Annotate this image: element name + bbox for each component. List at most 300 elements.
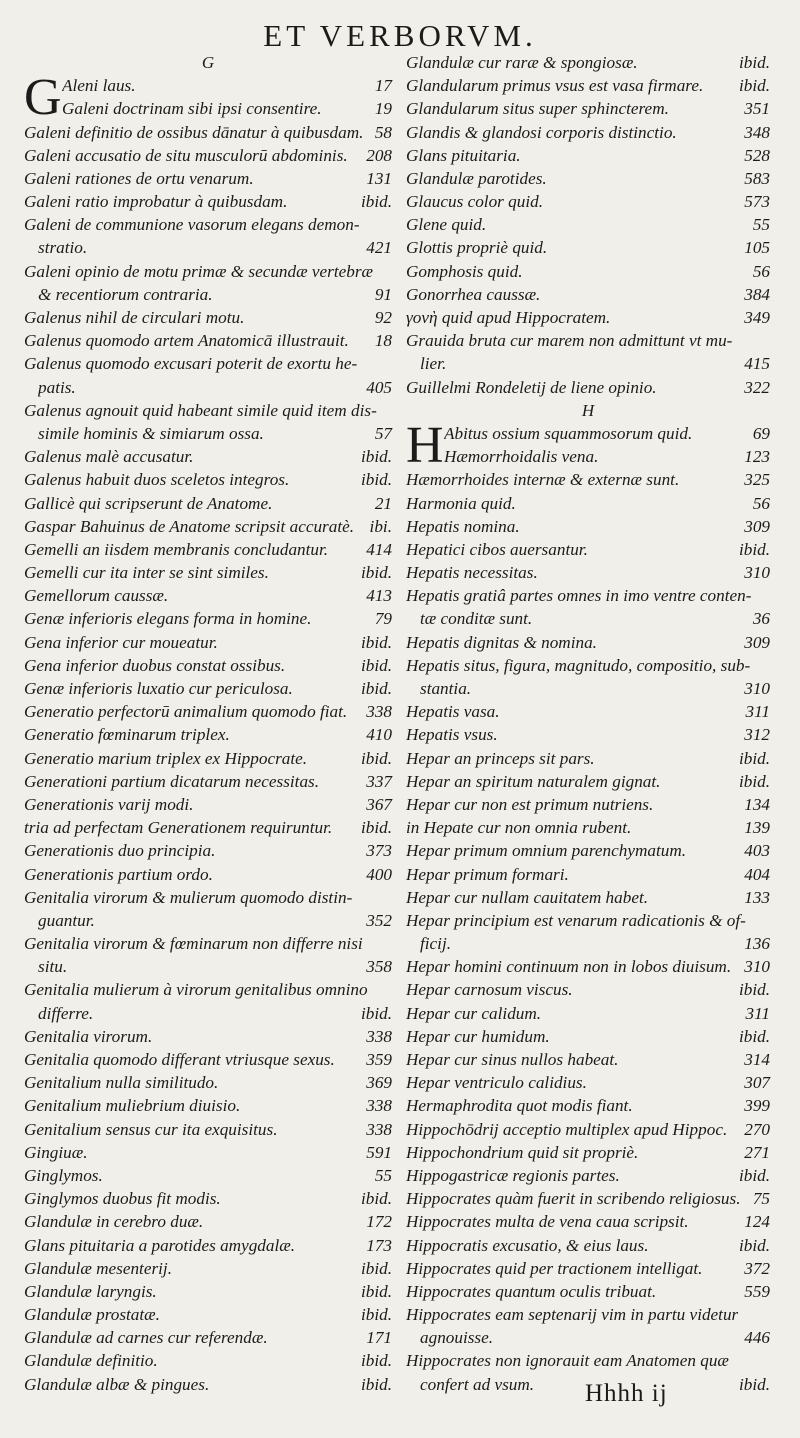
entry-text: γονὴ quid apud Hippocratem.: [406, 308, 611, 328]
index-entry: [24, 584, 392, 607]
index-entry: [24, 793, 392, 816]
index-entry: [406, 468, 770, 491]
index-entry: [406, 1303, 770, 1326]
index-entry: [24, 770, 392, 793]
entry-page: 91: [374, 284, 392, 304]
index-entry: [24, 515, 392, 538]
entry-page: ibid.: [360, 1189, 392, 1209]
entry-text: Genitalium nulla similitudo.: [24, 1073, 219, 1093]
entry-page: 56: [752, 261, 770, 281]
index-entry: [24, 955, 392, 978]
entry-page: ibid.: [360, 192, 392, 212]
index-entry: [24, 422, 392, 445]
entry-text: Glandularum situs super sphincterem.: [406, 99, 669, 119]
entry-text: Hippocrates quid per tractionem intelligat.: [406, 1258, 703, 1278]
index-entry: [24, 213, 392, 236]
entry-page: 559: [744, 1281, 770, 1301]
entry-text: Glans pituitaria.: [406, 145, 521, 165]
entry-text: Hepar ventriculo calidius.: [406, 1073, 587, 1093]
index-entry: [406, 608, 770, 631]
index-entry: [406, 723, 770, 746]
index-entry: [24, 1210, 392, 1233]
entry-text: Hepar carnosum viscus.: [406, 980, 573, 1000]
entry-text: Galeni rationes de ortu venarum.: [24, 168, 254, 188]
index-entry: [406, 237, 770, 260]
index-entry: [24, 932, 392, 955]
index-entry: [24, 863, 392, 886]
entries-g-continued: [406, 51, 770, 399]
entry-page: ibid.: [360, 818, 392, 838]
entry-page: ibid.: [738, 748, 770, 768]
entry-page: 309: [744, 632, 770, 652]
entry-page: 55: [752, 215, 770, 235]
entry-page: 421: [366, 238, 392, 258]
index-entry: [406, 167, 770, 190]
entry-page: 123: [744, 447, 770, 467]
entry-text: Glans pituitaria a parotides amygdalæ.: [24, 1235, 296, 1255]
entry-text: Glandulæ mesenterij.: [24, 1258, 172, 1278]
entry-text: Hepar homini continuum non in lobos diuisum.: [406, 957, 732, 977]
entry-text: Hepatis gratiâ partes omnes in imo ventre conten-: [406, 586, 752, 606]
entry-text: Abitus ossium squammosorum quid.: [444, 423, 693, 443]
entry-text: Hippocrates quantum oculis tribuat.: [406, 1281, 657, 1301]
catchword-signature: Hhhh ij: [585, 1380, 668, 1407]
index-entry: [406, 1071, 770, 1094]
entry-text: Hepar cur nullam cauitatem habet.: [406, 887, 649, 907]
entry-text: Hepar an spiritum naturalem gignat.: [406, 771, 661, 791]
entry-text: Hippochōdrij acceptio multiplex apud Hippoc.: [406, 1119, 728, 1139]
entry-page: ibid.: [738, 1374, 770, 1394]
index-entry: [24, 144, 392, 167]
index-entry: [24, 1280, 392, 1303]
entry-page: 359: [366, 1050, 392, 1070]
entry-page: ibid.: [360, 447, 392, 467]
entry-page: ibid.: [738, 1235, 770, 1255]
entry-text: Glandulæ cur raræ & spongiosæ.: [406, 52, 638, 72]
index-entry: [406, 1350, 770, 1373]
index-entry: [406, 654, 770, 677]
entry-text: Generatio perfectorū animalium quomodo fiat.: [24, 702, 348, 722]
entry-text: Hepar primum omnium parenchymatum.: [406, 841, 687, 861]
entry-page: 369: [366, 1073, 392, 1093]
entry-text: Grauida bruta cur marem non admittunt vt mu-: [406, 331, 733, 351]
entry-page: 358: [366, 957, 392, 977]
entry-text: Galenus quomodo excusari poterit de exortu he-: [24, 354, 358, 374]
index-entry: [406, 51, 770, 74]
index-entry: [444, 445, 770, 468]
index-entry: [24, 677, 392, 700]
index-entry: [24, 1071, 392, 1094]
entry-text: Glandulæ ad carnes cur referendæ.: [24, 1328, 268, 1348]
entry-text: Glandulæ albæ & pingues.: [24, 1374, 210, 1394]
dropcap-block-h: [406, 417, 770, 474]
entry-text: Gena inferior duobus constat ossibus.: [24, 655, 286, 675]
index-entry: [24, 1303, 392, 1326]
entry-text: tria ad perfectam Generationem requiruntur.: [24, 818, 333, 838]
entry-page: 208: [366, 145, 392, 165]
entry-text: Gaspar Bahuinus de Anatome scripsit accuratè.: [24, 516, 355, 536]
entry-text: Glandularum primus vsus est vasa firmare.: [406, 76, 704, 96]
entry-page: ibid.: [738, 52, 770, 72]
index-entry: [406, 74, 770, 97]
index-entry: [406, 121, 770, 144]
entry-text: agnouisse.: [420, 1328, 494, 1348]
entry-text: Hermaphrodita quot modis fiant.: [406, 1096, 633, 1116]
index-entry: [24, 283, 392, 306]
index-column-right: [406, 51, 770, 1396]
index-column-left: [24, 51, 392, 1396]
entry-text: Harmonia quid.: [406, 493, 516, 513]
entry-page: 310: [744, 679, 770, 699]
entry-page: 56: [752, 493, 770, 513]
index-entry: [406, 144, 770, 167]
section-letter-g: G: [201, 53, 215, 72]
entry-text: Galeni opinio de motu primæ & secundæ vertebræ: [24, 261, 373, 281]
index-entry: [406, 1094, 770, 1117]
index-entry: [406, 979, 770, 1002]
index-entry: [24, 306, 392, 329]
index-entry: [24, 492, 392, 515]
entry-page: ibid.: [738, 1165, 770, 1185]
index-entry: [24, 700, 392, 723]
index-entry: [406, 561, 770, 584]
index-entry: [24, 839, 392, 862]
entry-page: 55: [374, 1165, 392, 1185]
entry-page: ibid.: [360, 1281, 392, 1301]
entry-text: Genitalia mulierum à virorum genitalibus omnino: [24, 980, 368, 1000]
index-entry: [62, 97, 392, 120]
entry-text: Hepatis situs, figura, magnitudo, compositio, sub-: [406, 655, 751, 675]
index-entry: [406, 352, 770, 375]
entry-page: ibid.: [360, 748, 392, 768]
entry-page: 372: [744, 1258, 770, 1278]
entry-text: Glandulæ prostatæ.: [24, 1305, 160, 1325]
entry-text: Hippocrates multa de vena caua scripsit.: [406, 1212, 689, 1232]
entry-page: 314: [744, 1050, 770, 1070]
entry-page: 400: [366, 864, 392, 884]
index-entry: [24, 376, 392, 399]
entry-page: 415: [744, 354, 770, 374]
index-entry: [24, 1164, 392, 1187]
entry-text: Hepatis nomina.: [406, 516, 520, 536]
entry-text: Galenus agnouit quid habeant simile quid item dis-: [24, 400, 377, 420]
entry-text: Hepar primum formari.: [406, 864, 569, 884]
entry-page: ibid.: [738, 539, 770, 559]
dropcap-h: H: [406, 417, 444, 474]
entry-page: ibid.: [360, 1305, 392, 1325]
entry-page: 338: [366, 1096, 392, 1116]
index-entry: [444, 422, 770, 445]
entry-text: Glandulæ laryngis.: [24, 1281, 157, 1301]
entry-page: 57: [374, 423, 392, 443]
index-entry: [24, 190, 392, 213]
entry-page: 309: [744, 516, 770, 536]
entry-page: 19: [374, 99, 392, 119]
index-entry: [406, 213, 770, 236]
entry-text: Gemelli an iisdem membranis concludantur.: [24, 539, 329, 559]
index-entry: [406, 1048, 770, 1071]
entry-text: Hepatis vasa.: [406, 702, 500, 722]
index-entry: [406, 1187, 770, 1210]
entry-text: Gemellorum caussæ.: [24, 586, 169, 606]
index-entry: [24, 1350, 392, 1373]
running-head: ET VERBORVM.: [263, 18, 537, 53]
entry-page: 173: [366, 1235, 392, 1255]
entry-page: ibid.: [360, 1003, 392, 1023]
index-entry: [406, 863, 770, 886]
entry-page: 404: [744, 864, 770, 884]
entry-text: Hippocrates eam septenarij vim in partu videtur: [406, 1305, 739, 1325]
entry-text: Guillelmi Rondeletij de liene opinio.: [406, 377, 657, 397]
entry-text: stratio.: [38, 238, 88, 258]
entry-page: 131: [366, 168, 392, 188]
entry-text: Genitalia quomodo differant vtriusque sexus.: [24, 1050, 335, 1070]
entry-text: Aleni laus.: [62, 76, 136, 96]
entry-text: Galenus malè accusatur.: [24, 447, 194, 467]
index-entry: [406, 955, 770, 978]
entry-text: simile hominis & simiarum ossa.: [38, 423, 264, 443]
index-entry: [406, 1164, 770, 1187]
index-entry: [62, 74, 392, 97]
entry-text: Hepar cur humidum.: [406, 1026, 550, 1046]
index-entry: [24, 468, 392, 491]
entry-text: Gena inferior cur moueatur.: [24, 632, 218, 652]
index-entry: [406, 839, 770, 862]
index-entry: [24, 1373, 392, 1396]
entry-page: 134: [744, 794, 770, 814]
entry-text: Generationis varij modi.: [24, 794, 194, 814]
index-entry: [24, 329, 392, 352]
entry-page: 414: [366, 539, 392, 559]
entry-page: ibid.: [738, 771, 770, 791]
entry-text: Genitalium sensus cur ita exquisitus.: [24, 1119, 278, 1139]
index-entry: [406, 677, 770, 700]
entry-text: lier.: [420, 354, 447, 374]
entry-text: Generationis duo principia.: [24, 841, 216, 861]
entry-text: Galenus habuit duos sceletos integros.: [24, 470, 290, 490]
entry-page: 337: [366, 771, 392, 791]
entry-text: Gomphosis quid.: [406, 261, 523, 281]
index-entry: [406, 770, 770, 793]
entry-page: 410: [366, 725, 392, 745]
entry-page: 36: [752, 609, 770, 629]
index-entry: [406, 1234, 770, 1257]
entry-text: Hepatis necessitas.: [406, 563, 538, 583]
index-entry: [406, 1257, 770, 1280]
entry-page: ibid.: [360, 1351, 392, 1371]
index-entry: [406, 631, 770, 654]
entry-page: 325: [744, 470, 770, 490]
entry-page: ibi.: [369, 516, 392, 536]
entry-page: 352: [366, 910, 392, 930]
entry-text: tæ conditæ sunt.: [420, 609, 533, 629]
entry-page: ibid.: [360, 632, 392, 652]
index-entry: [24, 1234, 392, 1257]
index-entry: [24, 909, 392, 932]
entry-text: Glandis & glandosi corporis distinctio.: [406, 122, 677, 142]
index-entry: [24, 561, 392, 584]
entry-text: Hæmorrhoides internæ & externæ sunt.: [406, 470, 680, 490]
entry-text: Galenus nihil de circulari motu.: [24, 308, 245, 328]
entry-text: Hippochondrium quid sit propriè.: [406, 1142, 639, 1162]
entry-page: 446: [744, 1328, 770, 1348]
index-entry: [406, 190, 770, 213]
index-entry: [406, 747, 770, 770]
entry-page: ibid.: [360, 470, 392, 490]
entry-page: 139: [744, 818, 770, 838]
entry-text: Ginglymos.: [24, 1165, 103, 1185]
entry-text: stantia.: [420, 679, 472, 699]
entry-page: 349: [744, 308, 770, 328]
entry-text: in Hepate cur non omnia rubent.: [406, 818, 632, 838]
index-entry: [24, 445, 392, 468]
index-entry: [24, 121, 392, 144]
entry-page: 373: [366, 841, 392, 861]
entry-page: 69: [752, 423, 770, 443]
entry-text: Genitalia virorum.: [24, 1026, 153, 1046]
entry-page: 270: [744, 1119, 770, 1139]
entry-page: ibid.: [738, 1026, 770, 1046]
index-entry: [406, 909, 770, 932]
index-entry: [406, 492, 770, 515]
entry-text: Genæ inferioris elegans forma in homine.: [24, 609, 312, 629]
entry-page: 307: [744, 1073, 770, 1093]
entry-text: Genæ inferioris luxatio cur periculosa.: [24, 679, 293, 699]
entry-page: 310: [744, 563, 770, 583]
entry-text: Glandulæ definitio.: [24, 1351, 158, 1371]
entry-text: Galeni ratio improbatur à quibusdam.: [24, 192, 288, 212]
entry-text: Hippocratis excusatio, & eius laus.: [406, 1235, 649, 1255]
entry-text: Hepatis vsus.: [406, 725, 498, 745]
index-entry: [24, 1048, 392, 1071]
entry-page: 367: [366, 794, 392, 814]
entry-text: Genitalia virorum & fœminarum non differre nisi: [24, 934, 363, 954]
entries-h: [406, 468, 770, 1396]
entry-page: 75: [752, 1189, 770, 1209]
index-entry: [24, 1002, 392, 1025]
index-entry: [24, 608, 392, 631]
entry-text: Hepar principium est venarum radicationis & of-: [406, 910, 746, 930]
entry-page: ibid.: [360, 679, 392, 699]
entry-page: 172: [366, 1212, 392, 1232]
index-entry: [24, 237, 392, 260]
entry-page: 133: [744, 887, 770, 907]
index-entry: [24, 1141, 392, 1164]
entry-page: 348: [744, 122, 770, 142]
entry-text: Generatio marium triplex ex Hippocrate.: [24, 748, 308, 768]
index-entry: [406, 1326, 770, 1349]
index-entry: [406, 1280, 770, 1303]
index-entry: [406, 283, 770, 306]
entry-text: Gonorrhea caussæ.: [406, 284, 541, 304]
index-entry: [406, 1025, 770, 1048]
index-entry: [24, 816, 392, 839]
entry-page: 403: [744, 841, 770, 861]
section-letter-h: H: [581, 400, 595, 420]
index-entry: [406, 584, 770, 607]
entry-text: confert ad vsum.: [420, 1374, 535, 1394]
index-entry: [24, 1094, 392, 1117]
index-entry: [24, 1326, 392, 1349]
entry-text: Galeni definitio de ossibus dānatur à quibusdam.: [24, 122, 364, 142]
entry-text: Hepar cur sinus nullos habeat.: [406, 1050, 619, 1070]
entry-text: Glaucus color quid.: [406, 192, 544, 212]
index-entry: [24, 352, 392, 375]
index-entry: [406, 538, 770, 561]
entry-text: Gemelli cur ita inter se sint similes.: [24, 563, 269, 583]
entry-page: 21: [374, 493, 392, 513]
index-entry: [24, 723, 392, 746]
entry-page: 351: [744, 99, 770, 119]
entry-text: Generationi partium dicatarum necessitas.: [24, 771, 320, 791]
entry-page: 312: [744, 725, 770, 745]
index-entry: [24, 1187, 392, 1210]
entry-text: Hæmorrhoidalis vena.: [444, 447, 599, 467]
dropcap-g: G: [24, 69, 62, 127]
entry-text: Hepatici cibos auersantur.: [406, 539, 588, 559]
index-entry: [406, 306, 770, 329]
index-entry: [24, 654, 392, 677]
entry-text: patis.: [38, 377, 76, 397]
index-entry: [24, 886, 392, 909]
entries-g: [24, 121, 392, 1396]
entry-text: Hepar cur non est primum nutriens.: [406, 794, 654, 814]
index-entry: [406, 1002, 770, 1025]
dropcap-block-g: [24, 69, 392, 127]
entry-page: 405: [366, 377, 392, 397]
entry-text: Glandulæ in cerebro duæ.: [24, 1212, 204, 1232]
entry-text: Gingiuæ.: [24, 1142, 88, 1162]
entry-page: ibid.: [360, 1258, 392, 1278]
entry-text: Glandulæ parotides.: [406, 168, 547, 188]
index-entry: [406, 1141, 770, 1164]
index-entry: [24, 747, 392, 770]
index-entry: [406, 932, 770, 955]
entry-page: 528: [744, 145, 770, 165]
index-entry: [406, 793, 770, 816]
index-entry: [406, 1118, 770, 1141]
index-entry: [24, 979, 392, 1002]
index-entry: [24, 399, 392, 422]
index-entry: [24, 631, 392, 654]
entry-text: Galeni doctrinam sibi ipsi consentire.: [62, 99, 322, 119]
index-entry: [24, 538, 392, 561]
entry-text: Hippocrates non ignorauit eam Anatomen quæ: [406, 1351, 729, 1371]
entry-text: Genitalia virorum & mulierum quomodo distin-: [24, 887, 353, 907]
entry-page: 338: [366, 1026, 392, 1046]
entry-page: 171: [366, 1328, 392, 1348]
index-entry: [406, 97, 770, 120]
entry-text: Galeni de communione vasorum elegans demon-: [24, 215, 360, 235]
entry-text: Glene quid.: [406, 215, 487, 235]
entry-text: Ginglymos duobus fit modis.: [24, 1189, 221, 1209]
entry-page: 92: [374, 308, 392, 328]
entry-page: 136: [744, 934, 770, 954]
entry-page: 338: [366, 1119, 392, 1139]
entry-text: Generatio fœminarum triplex.: [24, 725, 230, 745]
entry-text: Gallicè qui scripserunt de Anatome.: [24, 493, 273, 513]
entry-page: 573: [744, 192, 770, 212]
index-entry: [24, 1118, 392, 1141]
entry-text: Genitalium muliebrium diuisio.: [24, 1096, 241, 1116]
entry-page: 79: [374, 609, 392, 629]
entry-text: differre.: [38, 1003, 94, 1023]
entry-page: 583: [744, 168, 770, 188]
entry-page: 58: [374, 122, 392, 142]
entry-text: situ.: [38, 957, 68, 977]
dropcap-entries-h: [444, 422, 770, 468]
index-entry: [406, 260, 770, 283]
